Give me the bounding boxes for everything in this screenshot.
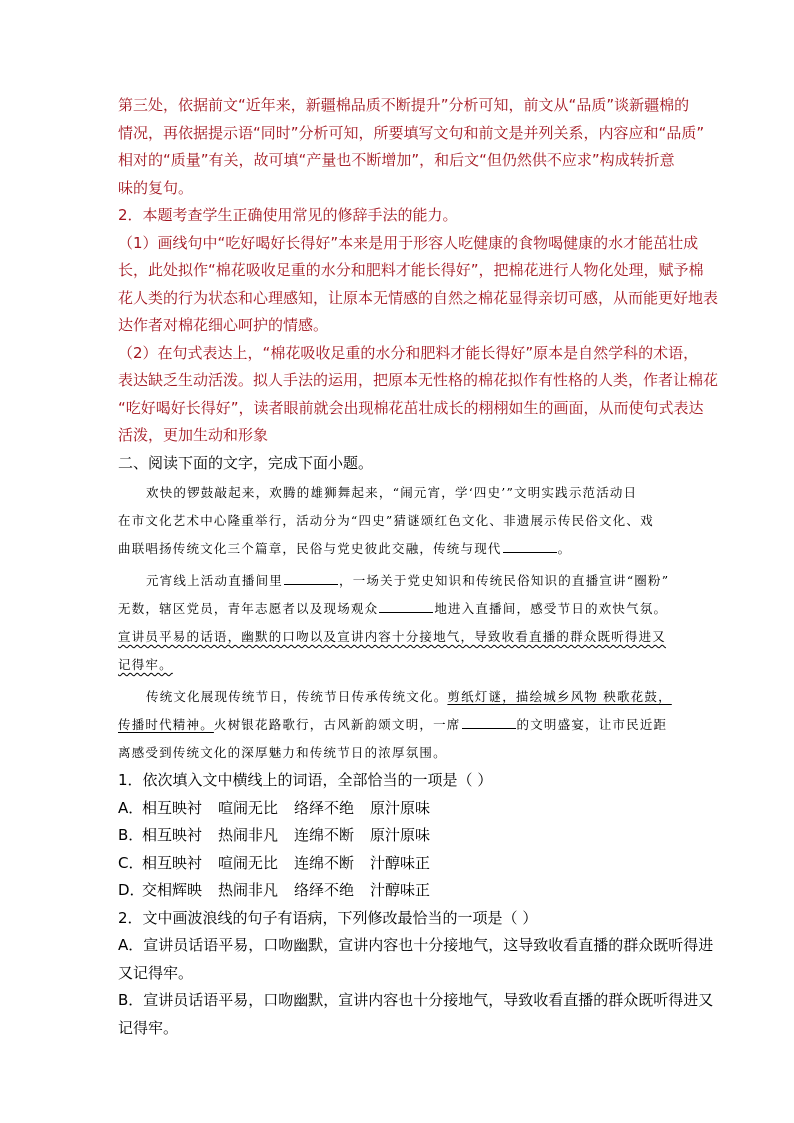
text-line: 表达缺乏生动活泼。拟人手法的运用，把原本无性格的棉花拟作有性格的人类，作者让棉花 (118, 371, 719, 389)
wavy-underlined-sentence: 记得牢。 (118, 657, 173, 672)
wavy-underlined-sentence: 宣讲员平易的话语，幽默的口吻以及宣讲内容十分接地气，导致收看直播的群众既听得进又 (118, 629, 667, 644)
option-word: 相互映衬 (142, 798, 203, 817)
option-letter: D． (118, 881, 145, 899)
option-letter: C． (118, 853, 144, 872)
passage-line (118, 683, 684, 711)
text-line: 活泼，更加生动和形象 (118, 426, 269, 444)
fill-blank (284, 572, 338, 585)
fill-blank (503, 540, 557, 553)
text-line: （1）画线句中“吃好喝好长得好”本来是用于形容人吃健康的食物喝健康的水才能茁壮成 (118, 233, 699, 252)
option-text-line: 记得牢。 (118, 1018, 179, 1037)
option-text-line: B．宣讲员话语平易，口吻幽默，宣讲内容也十分接地气，导致收看直播的群众既听得进又 (118, 991, 714, 1009)
text-line: 相对的“质量”有关，故可填“产量也不断增加”，和后文“但仍然供不应求”构成转折意 (118, 151, 675, 169)
question-stem: 2．文中画波浪线的句子有语病，下列修改最恰当的一项是（ ） (118, 908, 538, 927)
underlined-sentence: 传播时代精神。 (118, 717, 214, 732)
text-line: “吃好喝好长得好”，读者眼前就会出现棉花茁壮成长的栩栩如生的画面，从而使句式表达 (118, 398, 704, 417)
option-word: 络绎不绝 (294, 881, 355, 899)
text-line: 花人类的行为状态和心理感知，让原本无情感的自然之棉花显得亲切可感，从而能更好地表 (118, 288, 719, 307)
document-page (118, 92, 719, 1042)
passage-line (118, 711, 684, 739)
option-d[interactable] (118, 877, 684, 905)
passage-text: 。 (557, 541, 572, 556)
text-line: 达作者对棉花细心呵护的情感。 (118, 316, 329, 334)
underlined-sentence: 剪纸灯谜，描绘城乡风物 秧歌花鼓， (447, 689, 672, 704)
passage-line (118, 595, 684, 623)
passage-line: 欢快的锣鼓敲起来，欢腾的雄狮舞起来，“闹元宵，学‘四史’”文明实践示范活动日 (146, 485, 638, 500)
passage-text: 曲联唱扬传统文化三个篇章，民俗与党史彼此交融，传统与现代 (118, 541, 502, 556)
option-a[interactable] (118, 932, 714, 987)
option-a[interactable] (118, 795, 684, 823)
option-letter: A． (118, 798, 144, 817)
option-word: 热闹非凡 (218, 826, 279, 844)
option-word: 喧闹无比 (218, 798, 279, 817)
option-text-line: 又记得牢。 (118, 963, 194, 982)
passage-line: 在市文化艺术中心隆重举行，活动分为“四史”猜谜颂红色文化、非遗展示传民俗文化、戏 (118, 513, 654, 528)
text-line: 第三处，依据前文“近年来，新疆棉品质不断提升”分析可知，前文从“品质”谈新疆棉的 (118, 96, 690, 114)
option-word: 相互映衬 (142, 826, 203, 844)
option-word: 喧闹无比 (218, 853, 279, 872)
passage-line (118, 623, 684, 651)
option-word: 汁醇味正 (370, 853, 431, 872)
text-line: 味的复句。 (118, 178, 194, 197)
passage-text: 的文明盛宴，让市民近距 (516, 717, 668, 732)
passage-text: 无数，辖区党员，青年志愿者以及现场观众 (118, 601, 379, 616)
option-b[interactable] (118, 987, 714, 1042)
passage-text: 元宵线上活动直播间里 (146, 573, 284, 588)
fill-blank (462, 716, 516, 729)
option-word: 汁醇味正 (370, 881, 431, 899)
answer-explanation (118, 92, 719, 450)
section-heading: 二、阅读下面的文字，完成下面小题。 (118, 453, 374, 472)
question-stem: 1．依次填入文中横线上的词语，全部恰当的一项是（ ） (118, 771, 493, 789)
question-2 (118, 905, 714, 1043)
text-line: 2．本题考查学生正确使用常见的修辞手法的能力。 (118, 206, 458, 224)
passage-text: 地进入直播间，感受节日的欢快气氛。 (434, 601, 668, 616)
reading-passage (118, 479, 684, 767)
option-word: 络绎不绝 (294, 798, 355, 817)
passage-text: ，一场关于党史知识和传统民俗知识的直播宣讲“圈粉” (339, 573, 670, 588)
option-word: 原汁原味 (370, 798, 431, 817)
option-text-line: A．宣讲员话语平易，口吻幽默，宣讲内容也十分接地气，这导致收看直播的群众既听得进 (118, 936, 714, 954)
text-line: 情况，再依据提示语“同时”分析可知，所要填写文句和前文是并列关系，内容应和“品质” (118, 123, 705, 142)
fill-blank (379, 600, 433, 613)
question-1 (118, 767, 684, 905)
passage-text: 传统文化展现传统节日，传统节日传承传统文化。 (146, 689, 448, 704)
option-b[interactable] (118, 822, 684, 850)
passage-line (118, 567, 684, 595)
option-letter: B． (118, 826, 144, 844)
option-word: 交相辉映 (142, 881, 203, 899)
option-word: 相互映衬 (142, 853, 203, 872)
passage-text: 火树银花路歌行，古风新韵颂文明，一席 (213, 717, 461, 732)
option-word: 原汁原味 (370, 826, 431, 844)
passage-line: 离感受到传统文化的深厚魅力和传统节日的浓厚氛围。 (118, 745, 447, 760)
option-word: 连绵不断 (294, 853, 355, 872)
option-word: 连绵不断 (294, 826, 355, 844)
passage-line (118, 651, 684, 679)
option-c[interactable] (118, 850, 684, 878)
text-line: 长，此处拟作“棉花吸收足重的水分和肥料才能长得好”，把棉花进行人物化处理，赋予棉 (118, 261, 704, 279)
option-word: 热闹非凡 (218, 881, 279, 899)
text-line: （2）在句式表达上，“棉花吸收足重的水分和肥料才能长得好”原本是自然学科的术语， (118, 343, 699, 362)
passage-line (118, 535, 684, 563)
